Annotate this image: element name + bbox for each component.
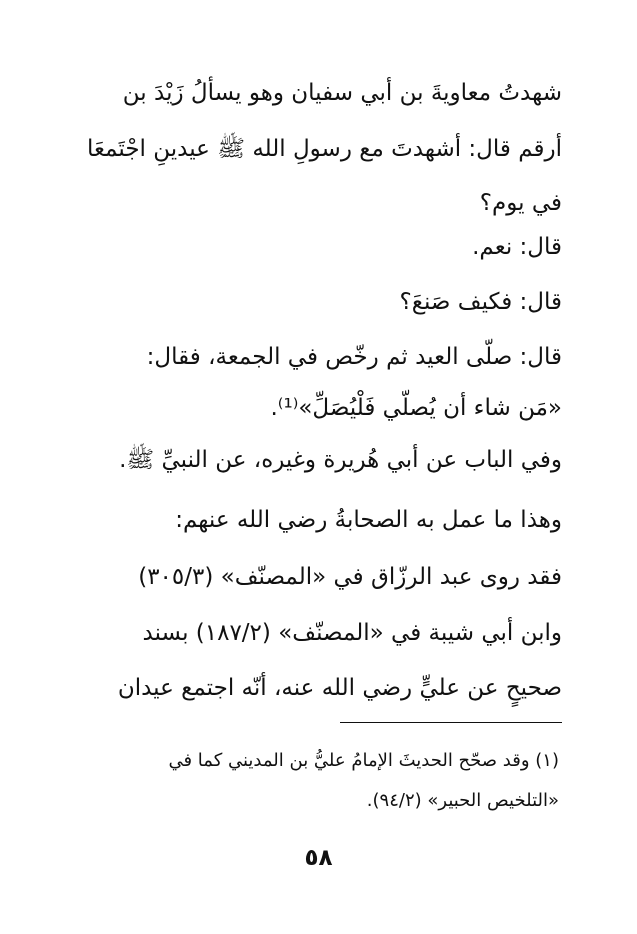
text-line: قال: صلّى العيد ثم رخّص في الجمعة، فقال: bbox=[146, 344, 562, 370]
text-line: وفي الباب عن أبي هُريرة وغيره، عن النبيِّ ﷺ. bbox=[119, 447, 562, 473]
text-line: في يوم؟ bbox=[479, 190, 562, 216]
text-line: وابن أبي شيبة في «المصنّف» (١٨٧/٢) بسند bbox=[142, 620, 562, 646]
text-line: صحيحٍ عن عليٍّ رضي الله عنه، أنّه اجتمع عيدان bbox=[117, 675, 562, 701]
text-line: شهدتُ معاويةَ بن أبي سفيان وهو يسألُ زَيْدَ بن bbox=[122, 80, 562, 106]
text-line: قال: نعم. bbox=[472, 234, 562, 260]
text-line: قال: فكيف صَنعَ؟ bbox=[399, 289, 562, 315]
text-line: «مَن شاء أن يُصلّي فَلْيُصَلِّ»⁽¹⁾. bbox=[270, 395, 562, 421]
text-line: فقد روى عبد الرزّاق في «المصنّف» (٣٠٥/٣) bbox=[138, 564, 562, 590]
paragraph-opening bbox=[82, 78, 562, 190]
footnote-separator bbox=[340, 722, 562, 723]
page-number: ٥٨ bbox=[304, 845, 333, 871]
footnote-line: (١) وقد صحّح الحديثَ الإمامُ عليُّ بن المديني كما في bbox=[168, 750, 559, 771]
text-line: وهذا ما عمل به الصحابةُ رضي الله عنهم: bbox=[175, 507, 562, 533]
text-line: أرقم قال: أشهدتَ مع رسولِ الله ﷺ عيدينِ اجْتَمعَا bbox=[87, 136, 562, 162]
footnote-line: «التلخيص الحبير» (٩٤/٢). bbox=[366, 790, 559, 811]
